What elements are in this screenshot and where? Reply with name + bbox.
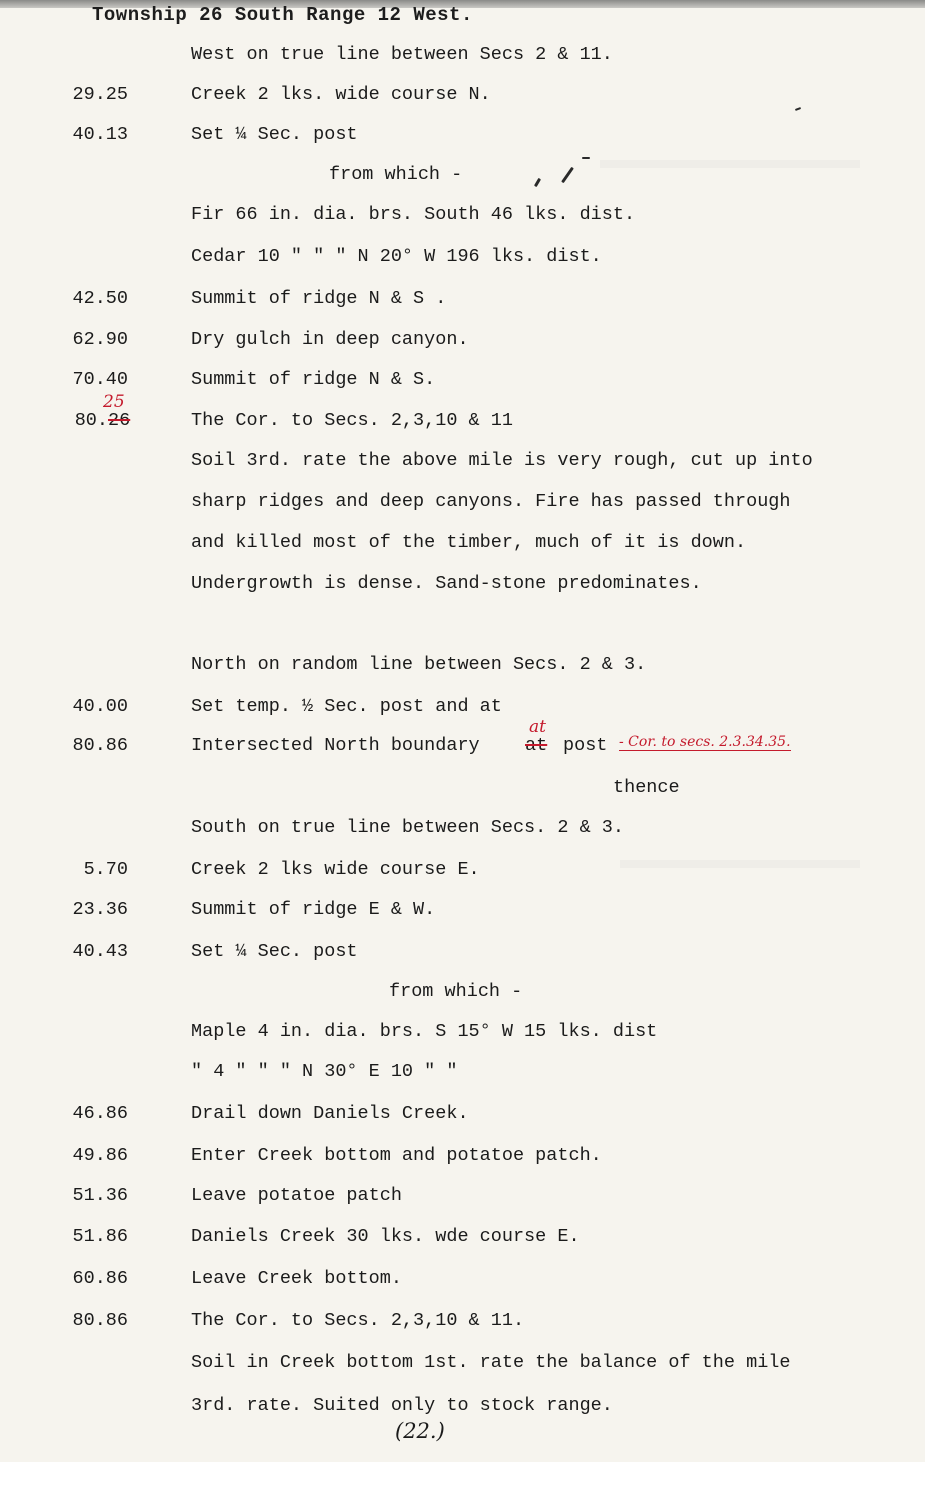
note-text: thence bbox=[613, 777, 680, 798]
note-text: Creek 2 lks. wide course N. bbox=[191, 84, 491, 105]
struck-digits: 26 bbox=[108, 410, 131, 431]
note-text: Dry gulch in deep canyon. bbox=[191, 329, 469, 350]
note-text: South on true line between Secs. 2 & 3. bbox=[191, 817, 624, 838]
note-text: Undergrowth is dense. Sand-stone predominates. bbox=[191, 573, 702, 594]
chainage-value: 29.25 bbox=[72, 84, 128, 105]
field-note-line bbox=[0, 1181, 925, 1211]
field-note-line bbox=[0, 1264, 925, 1294]
field-note-line bbox=[0, 773, 925, 803]
note-text: " 4 " " " N 30° E 10 " " bbox=[191, 1061, 458, 1082]
note-text: The Cor. to Secs. 2,3,10 & 11 bbox=[191, 410, 513, 431]
field-note-line bbox=[0, 569, 925, 599]
handwritten-correction: 25 bbox=[103, 392, 125, 412]
field-note-line bbox=[0, 813, 925, 843]
field-note-line bbox=[0, 487, 925, 517]
field-note-line bbox=[0, 365, 925, 395]
chainage-value: 51.86 bbox=[72, 1226, 128, 1247]
handwritten-margin-note: - Cor. to secs. 2.3.34.35. bbox=[619, 734, 791, 750]
field-note-line bbox=[0, 692, 925, 722]
field-note-line bbox=[0, 717, 925, 761]
chainage-value: 70.40 bbox=[72, 369, 128, 390]
field-note-line bbox=[0, 1141, 925, 1171]
field-note-line bbox=[0, 1391, 925, 1421]
chainage-value: 80.86 bbox=[72, 1310, 128, 1331]
note-text: Soil in Creek bottom 1st. rate the balance of the mile bbox=[191, 1352, 791, 1373]
chainage-value: 40.13 bbox=[72, 124, 128, 145]
chainage-value: 42.50 bbox=[72, 288, 128, 309]
note-text: Summit of ridge E & W. bbox=[191, 899, 436, 920]
field-note-line bbox=[0, 284, 925, 314]
field-note-line bbox=[0, 1099, 925, 1129]
note-text: from which - bbox=[389, 981, 523, 1002]
chainage-value: 23.36 bbox=[72, 899, 128, 920]
field-note-line bbox=[0, 1057, 925, 1087]
note-text: The Cor. to Secs. 2,3,10 & 11. bbox=[191, 1310, 525, 1331]
note-text: Cedar 10 " " " N 20° W 196 lks. dist. bbox=[191, 246, 602, 267]
page-header: Township 26 South Range 12 West. bbox=[92, 4, 473, 26]
note-text: West on true line between Secs 2 & 11. bbox=[191, 44, 613, 65]
handwritten-insertion: at bbox=[529, 717, 546, 737]
note-text: Summit of ridge N & S . bbox=[191, 288, 447, 309]
field-note-line bbox=[0, 446, 925, 476]
note-text-tail: post bbox=[563, 735, 608, 756]
note-text: Drail down Daniels Creek. bbox=[191, 1103, 469, 1124]
note-text: 3rd. rate. Suited only to stock range. bbox=[191, 1395, 613, 1416]
chainage-value: 80. bbox=[74, 410, 108, 431]
chainage-value: 51.36 bbox=[72, 1185, 128, 1206]
chainage-value: 40.43 bbox=[72, 941, 128, 962]
note-text: Fir 66 in. dia. brs. South 46 lks. dist. bbox=[191, 204, 636, 225]
note-text: North on random line between Secs. 2 & 3. bbox=[191, 654, 647, 675]
field-note-line bbox=[0, 325, 925, 355]
field-note-line bbox=[0, 1348, 925, 1378]
note-text: Intersected North boundary bbox=[191, 735, 480, 756]
field-note-line bbox=[0, 392, 925, 436]
chainage-value: 60.86 bbox=[72, 1268, 128, 1289]
pen-mark bbox=[582, 157, 590, 159]
note-text: Set ¼ Sec. post bbox=[191, 941, 358, 962]
note-text: Maple 4 in. dia. brs. S 15° W 15 lks. dist bbox=[191, 1021, 658, 1042]
note-text: and killed most of the timber, much of it is down. bbox=[191, 532, 747, 553]
note-text: Set temp. ½ Sec. post and at bbox=[191, 696, 502, 717]
chainage-value: 5.70 bbox=[83, 859, 128, 880]
note-text: from which - bbox=[329, 164, 463, 185]
field-note-line bbox=[0, 242, 925, 272]
note-text: Set ¼ Sec. post bbox=[191, 124, 358, 145]
field-note-line bbox=[0, 1306, 925, 1336]
note-text: Leave potatoe patch bbox=[191, 1185, 402, 1206]
pen-mark bbox=[795, 107, 801, 111]
field-note-line bbox=[0, 937, 925, 967]
note-text: sharp ridges and deep canyons. Fire has passed through bbox=[191, 491, 791, 512]
note-text: Leave Creek bottom. bbox=[191, 1268, 402, 1289]
struck-word: at bbox=[525, 735, 548, 756]
chainage-value: 46.86 bbox=[72, 1103, 128, 1124]
field-note-line bbox=[0, 80, 925, 110]
note-text: Enter Creek bottom and potatoe patch. bbox=[191, 1145, 602, 1166]
chainage-value: 49.86 bbox=[72, 1145, 128, 1166]
page-number: (22.) bbox=[395, 1419, 445, 1443]
field-note-line bbox=[0, 977, 925, 1007]
chainage-value: 40.00 bbox=[72, 696, 128, 717]
field-note-line bbox=[0, 1222, 925, 1252]
chainage-value: 62.90 bbox=[72, 329, 128, 350]
field-note-line bbox=[0, 40, 925, 70]
field-note-line bbox=[0, 160, 925, 190]
field-note-line bbox=[0, 1017, 925, 1047]
note-text: Daniels Creek 30 lks. wde course E. bbox=[191, 1226, 580, 1247]
field-note-line bbox=[0, 855, 925, 885]
field-note-line bbox=[0, 650, 925, 680]
chainage-value: 80.86 bbox=[72, 735, 128, 756]
note-text: Creek 2 lks wide course E. bbox=[191, 859, 480, 880]
field-note-line bbox=[0, 528, 925, 558]
note-text: Soil 3rd. rate the above mile is very rough, cut up into bbox=[191, 450, 813, 471]
field-note-line bbox=[0, 895, 925, 925]
field-note-line bbox=[0, 200, 925, 230]
note-text: Summit of ridge N & S. bbox=[191, 369, 436, 390]
field-note-line bbox=[0, 120, 925, 150]
